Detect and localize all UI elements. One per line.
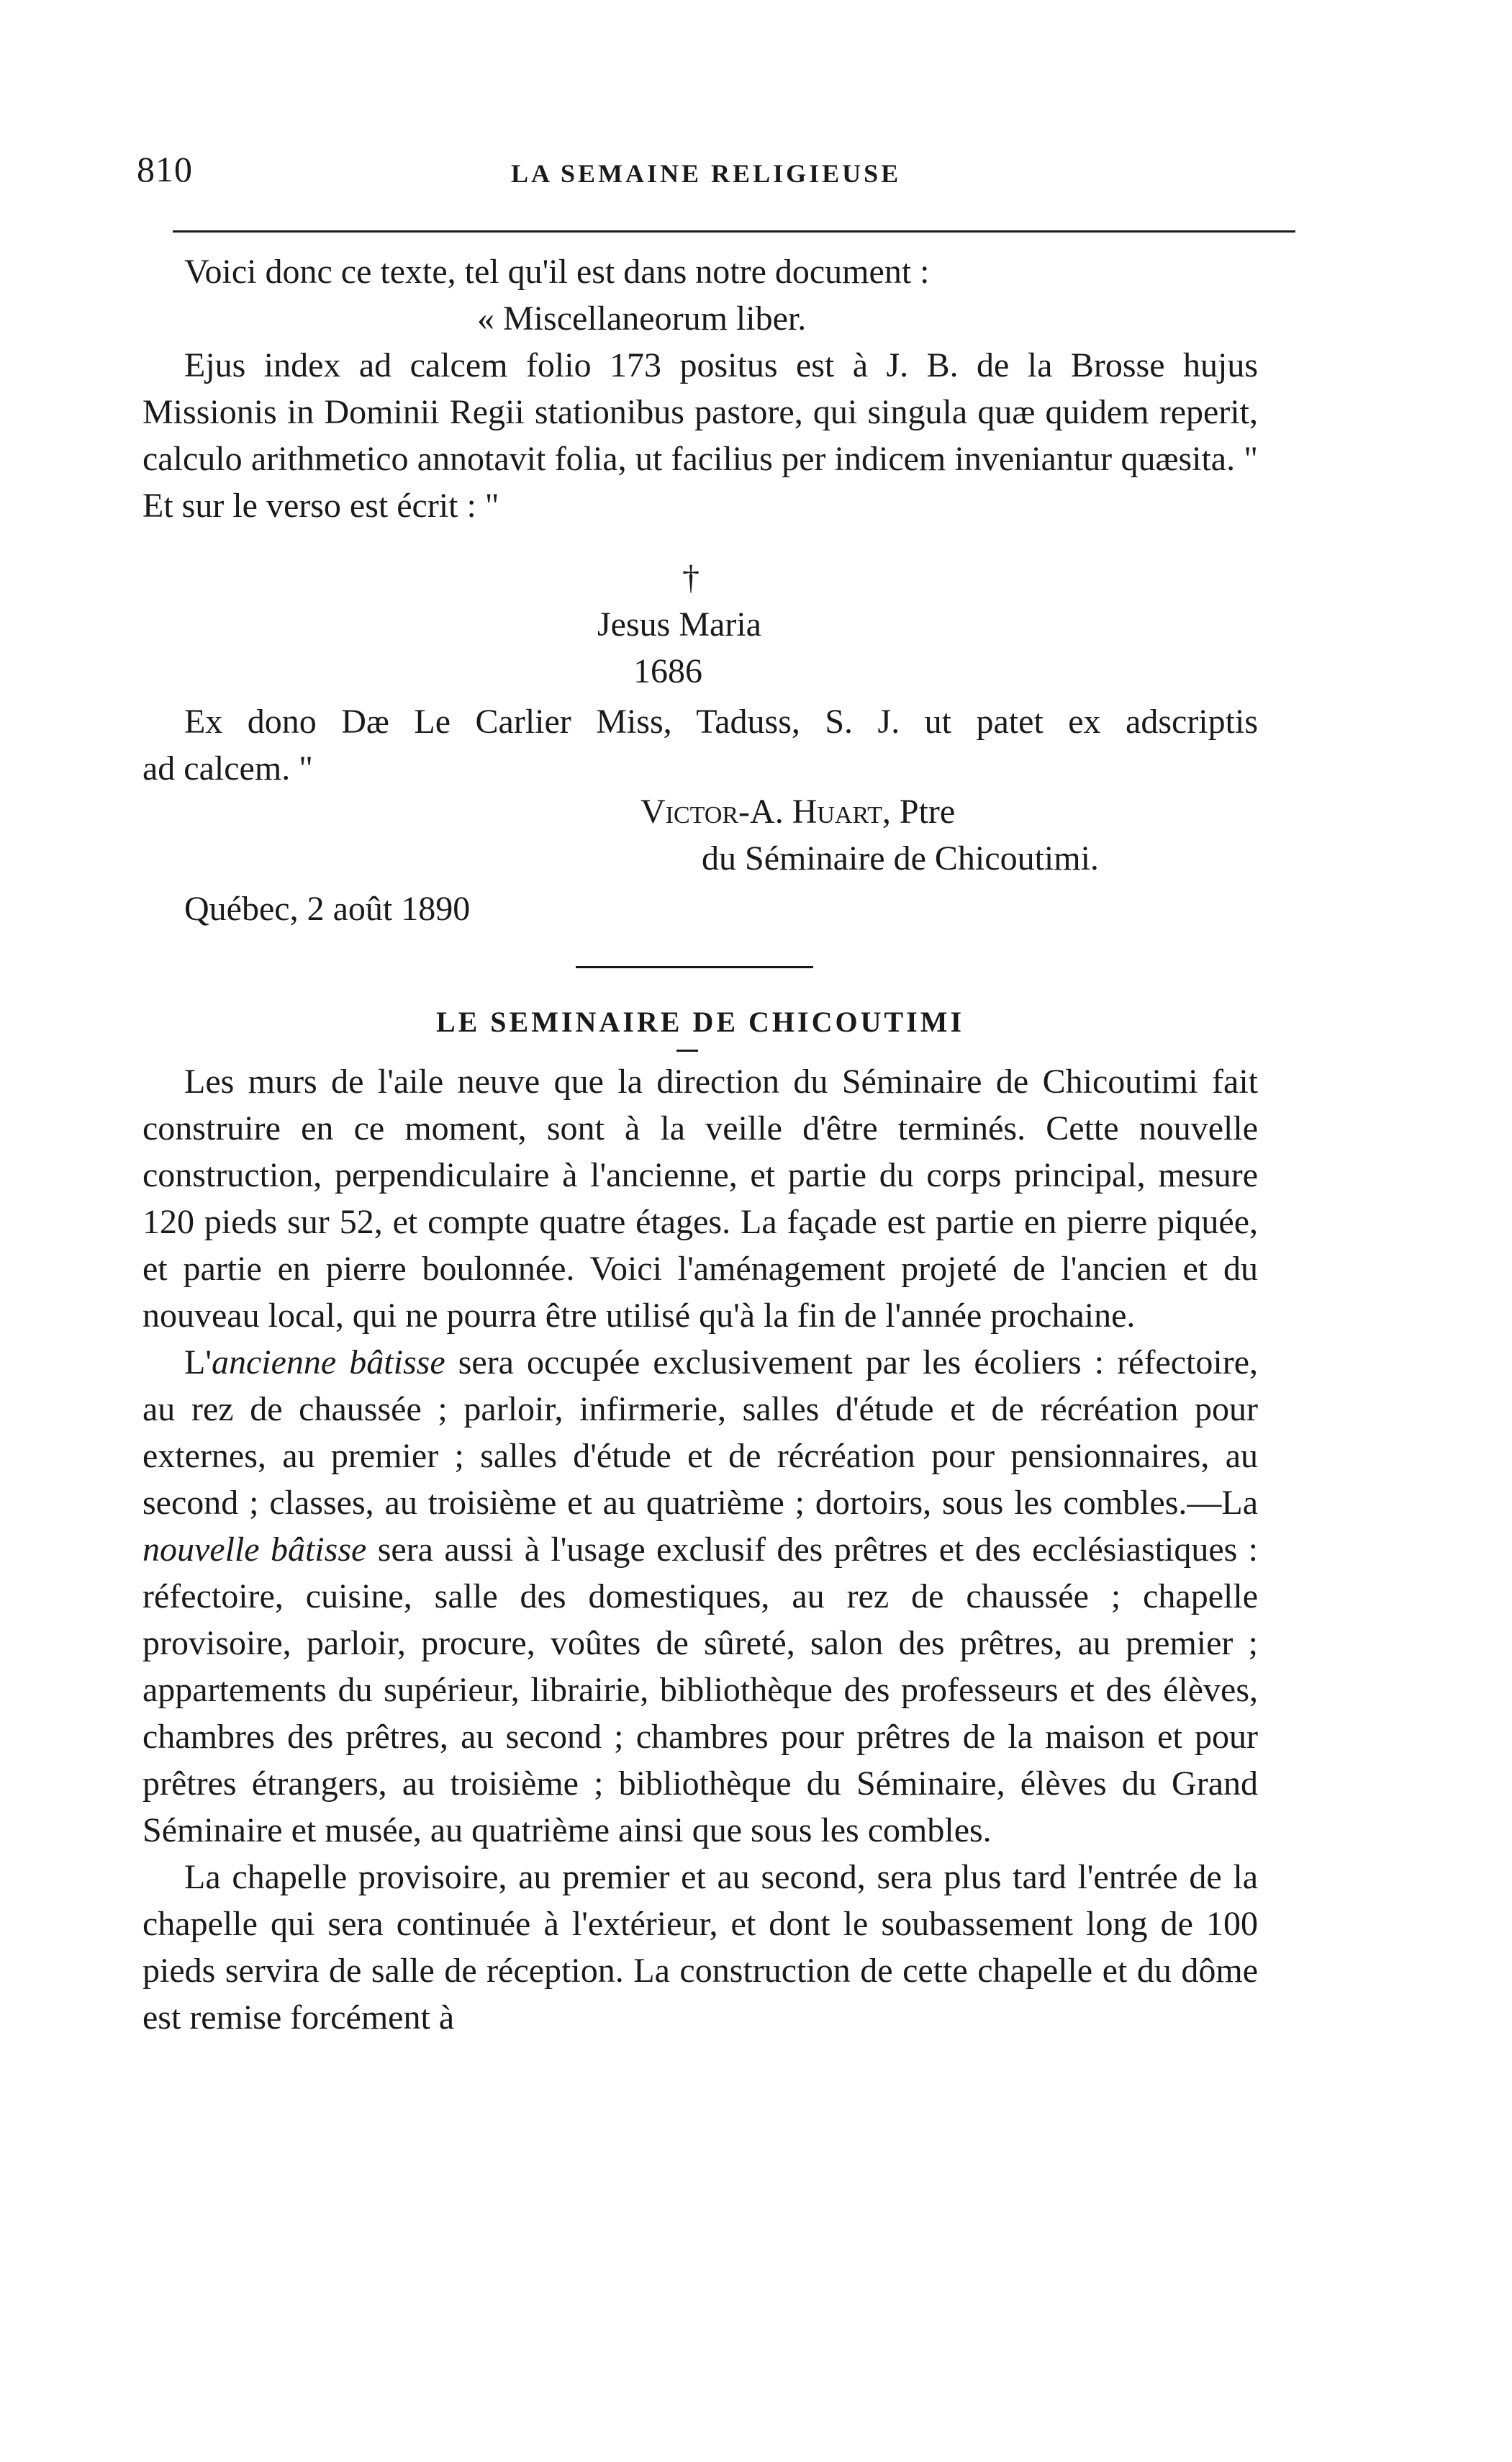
quote-intro: Voici donc ce texte, tel qu'il est dans notre document :: [184, 253, 930, 291]
article-paragraph-1: Les murs de l'aile neuve que la direction du Séminaire de Chicoutimi fait construire en ce moment, sont à la veille d'être terminés. Cette nouvelle construction, perpendiculaire à l'ancienne, et partie du corps principal, mesure 120 pieds sur 52, et compte quatre étages. La façade est partie en pierre piquée, et partie en pierre boulonnée. Voici l'aménagement projeté de l'ancien et du nouveau local, qui ne pourra être utilisé qu'à la fin de l'année prochaine.: [142, 1063, 1258, 1335]
p2-italic: nouvelle bâtisse: [142, 1530, 367, 1569]
signature-institution: du Séminaire de Chicoutimi.: [702, 839, 1099, 878]
dedication-block: [142, 698, 1258, 792]
page-number: 810: [137, 149, 193, 189]
p2-lead-italic: ancienne bâtisse: [211, 1343, 445, 1381]
dedication-line-1: Ex dono Dæ Le Carlier Miss, Taduss, S. J. ut patet ex adscriptis: [184, 703, 1258, 741]
article-body: [142, 1058, 1258, 2041]
signature-name: [640, 792, 955, 831]
article-paragraph-2: [142, 1339, 1258, 1854]
signature-title: , Ptre: [882, 793, 956, 831]
p2-lead: L': [184, 1343, 212, 1381]
quote-latin-text: Ejus index ad calcem folio 173 positus est à J. B. de la Brosse hujus Missionis in Dominii Regii stationibus pastore, qui singula quæ quidem reperit, calculo arithmetico annotavit folia, ut facilius per indicem inveniantur quæsita. " Et sur le verso est écrit : ": [142, 346, 1258, 525]
signature-name-text: Victor-A. Huart: [640, 793, 882, 831]
title-underline: [676, 1050, 698, 1052]
article-paragraph-3: La chapelle provisoire, au premier et au second, sera plus tard l'entrée de la chapelle qui sera continuée à l'extérieur, et dont le soubassement long de 100 pieds servira de salle de réception. La construction de cette chapelle et du dôme est remise forcément à: [142, 1858, 1258, 2037]
p2-part-1: sera occupée exclusivement par les écoliers : réfectoire, au rez de chaussée ; parloir, infirmerie, salles d'étude et de récréation pour externes, au premier ; salles d'étude et de récréation pour pensionnaires, au second ; classes, au troisième et au quatrième ; dortoirs, sous les combles.—La: [142, 1343, 1258, 1522]
section-separator-rule: [576, 966, 813, 968]
quote-book-title: « Miscellaneorum liber.: [477, 299, 807, 338]
page-header: [137, 148, 1245, 199]
dedication-line-2: ad calcem. ": [142, 749, 313, 788]
quote-year: 1686: [633, 652, 702, 690]
running-title: LA SEMAINE RELIGIEUSE: [511, 159, 902, 188]
cross-symbol: †: [682, 559, 700, 597]
quote-names: Jesus Maria: [597, 605, 761, 644]
p2-part-2: sera aussi à l'usage exclusif des prêtres et des ecclésiastiques : réfectoire, cuisine, salle des domestiques, au rez de chaussée ; chapelle provisoire, parloir, procure, voûtes de sûreté, salon des prêtres, au premier ; appartements du supérieur, librairie, bibliothèque des professeurs et des élèves, chambres des prêtres, au second ; chambres pour prêtres de la maison et pour prêtres étrangers, au troisième ; bibliothèque du Séminaire, élèves du Grand Séminaire et musée, au quatrième ainsi que sous les combles.: [142, 1530, 1259, 1849]
article-title: LE SEMINAIRE DE CHICOUTIMI: [435, 1006, 965, 1038]
header-rule: [173, 230, 1295, 233]
quote-block: [142, 248, 1258, 529]
place-date: Québec, 2 août 1890: [184, 890, 471, 928]
